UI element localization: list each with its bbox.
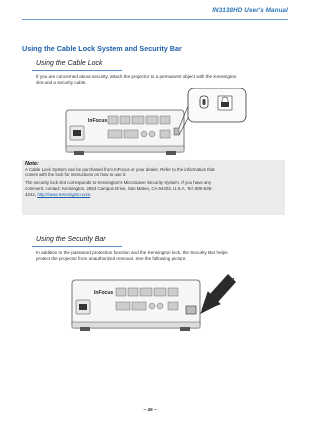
brand-label: InFocus	[88, 118, 108, 124]
note-text-line-1: A Cable Lock System can be purchased from InFocus or your dealer. Refer to the information that	[25, 167, 215, 172]
page-number: – 45 –	[143, 408, 157, 413]
security-bar-text-line-2: protect the projector from unauthorized removal. See the following picture.	[36, 256, 187, 261]
note-text-line-5	[25, 192, 280, 197]
note-text-line-2: comes with the lock for instructions on how to use it.	[25, 172, 127, 177]
header-rule	[22, 19, 288, 20]
note-text-line-4: comment, contact: Kensington, 2853 Campus Drive, San Mateo, CA 94403, U.S.A. Tel: 800-535-	[25, 186, 213, 191]
security-bar-text-line-1: In addition to the password protection function and the Kensington lock, the Security Bar helps	[36, 250, 228, 255]
projector-rear-figure-2	[68, 272, 238, 336]
security-bar-heading-rule	[32, 246, 122, 247]
note-title: Note:	[25, 161, 39, 167]
section-heading: Using the Cable Lock System and Security Bar	[22, 44, 182, 53]
page-header-title: IN3138HD User's Manual	[212, 7, 288, 14]
note-line-5-suffix: .	[90, 192, 92, 197]
note-text-line-3: The security lock slot corresponds to Kensington's MicroSaver Security System. If you have any	[25, 180, 212, 185]
cable-lock-heading: Using the Cable Lock	[36, 60, 103, 67]
cable-lock-text-line-2: slot and a security cable.	[36, 80, 87, 85]
cable-lock-text-line-1: If you are concerned about security, attach the projector to a permanent object with the Kensington	[36, 74, 237, 79]
kensington-link[interactable]: http://www.Kensington.com	[37, 192, 91, 197]
cable-lock-heading-rule	[32, 70, 122, 71]
security-bar-heading: Using the Security Bar	[36, 236, 106, 243]
projector-rear-figure-1	[60, 88, 250, 158]
brand-label-2: InFocus	[94, 290, 114, 296]
note-line-5-prefix: 4242,	[25, 192, 38, 197]
